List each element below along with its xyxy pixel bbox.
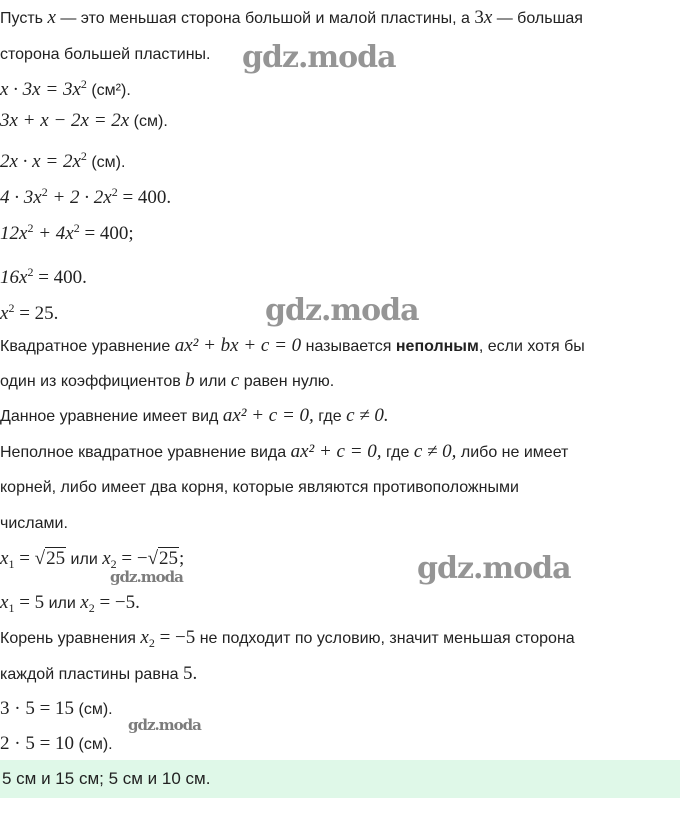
equation-5: $12x^2 + 4x^2 = 400$; — [0, 221, 134, 244]
equation-form: Данное уравнение имеет вид ax² + c = 0, где c ≠ 0. — [0, 405, 389, 426]
roots-line-1: $x_1 = √25$ или $x_2 = -√25$; — [0, 548, 185, 571]
equation-7: $x^2 = 25$. — [0, 301, 59, 324]
answer-text: 5 см и 15 см; 5 см и 10 см. — [2, 769, 211, 788]
watermark-logo: gdz.moda — [128, 716, 201, 734]
rule-line-2: корней, либо имеет два корня, которые являются противоположными — [0, 479, 519, 496]
watermark-logo: gdz.moda — [417, 551, 571, 586]
equation-6: $16x^2 = 400$. — [0, 265, 87, 288]
rule-line-3: числами. — [0, 515, 68, 532]
condition-line-2: каждой пластины равна 5. — [0, 663, 198, 684]
equation-1: $x \cdot 3x = 3x^2$ (см²). — [0, 77, 131, 100]
keyword-incomplete: неполным — [395, 338, 479, 355]
watermark-logo: gdz.moda — [110, 568, 183, 586]
condition-line-1: Корень уравнения $x_2 = -5$ не подходит по условию, значит меньшая сторона — [0, 627, 575, 650]
intro-line-1: Пусть x — это меньшая сторона большой и малой пластины, а 3x — большая — [0, 7, 583, 28]
intro-line-2: сторона большей пластины. — [0, 46, 211, 63]
answer-box — [0, 760, 680, 798]
watermark-logo: gdz.moda — [265, 293, 419, 328]
equation-2: 3x + x − 2x = 2x (см). — [0, 110, 168, 131]
equation-4: $4 \cdot 3x^2 + 2 \cdot 2x^2 = 400$. — [0, 185, 172, 208]
calc-2: 2 · 5 = 10 (см). — [0, 733, 113, 754]
definition-line-1: Квадратное уравнение ax² + bx + c = 0 называется неполным, если хотя бы — [0, 335, 585, 356]
roots-line-2: $x_1 = 5$ или $x_2 = -5$. — [0, 592, 140, 615]
definition-line-2: один из коэффициентов b или c равен нулю. — [0, 370, 335, 391]
equation-3: $2x \cdot x = 2x^2$ (см). — [0, 149, 126, 172]
calc-1: 3 · 5 = 15 (см). — [0, 698, 113, 719]
watermark-logo: gdz.moda — [242, 40, 396, 75]
rule-line-1: Неполное квадратное уравнение вида ax² + c = 0, где c ≠ 0, либо не имеет — [0, 441, 569, 462]
